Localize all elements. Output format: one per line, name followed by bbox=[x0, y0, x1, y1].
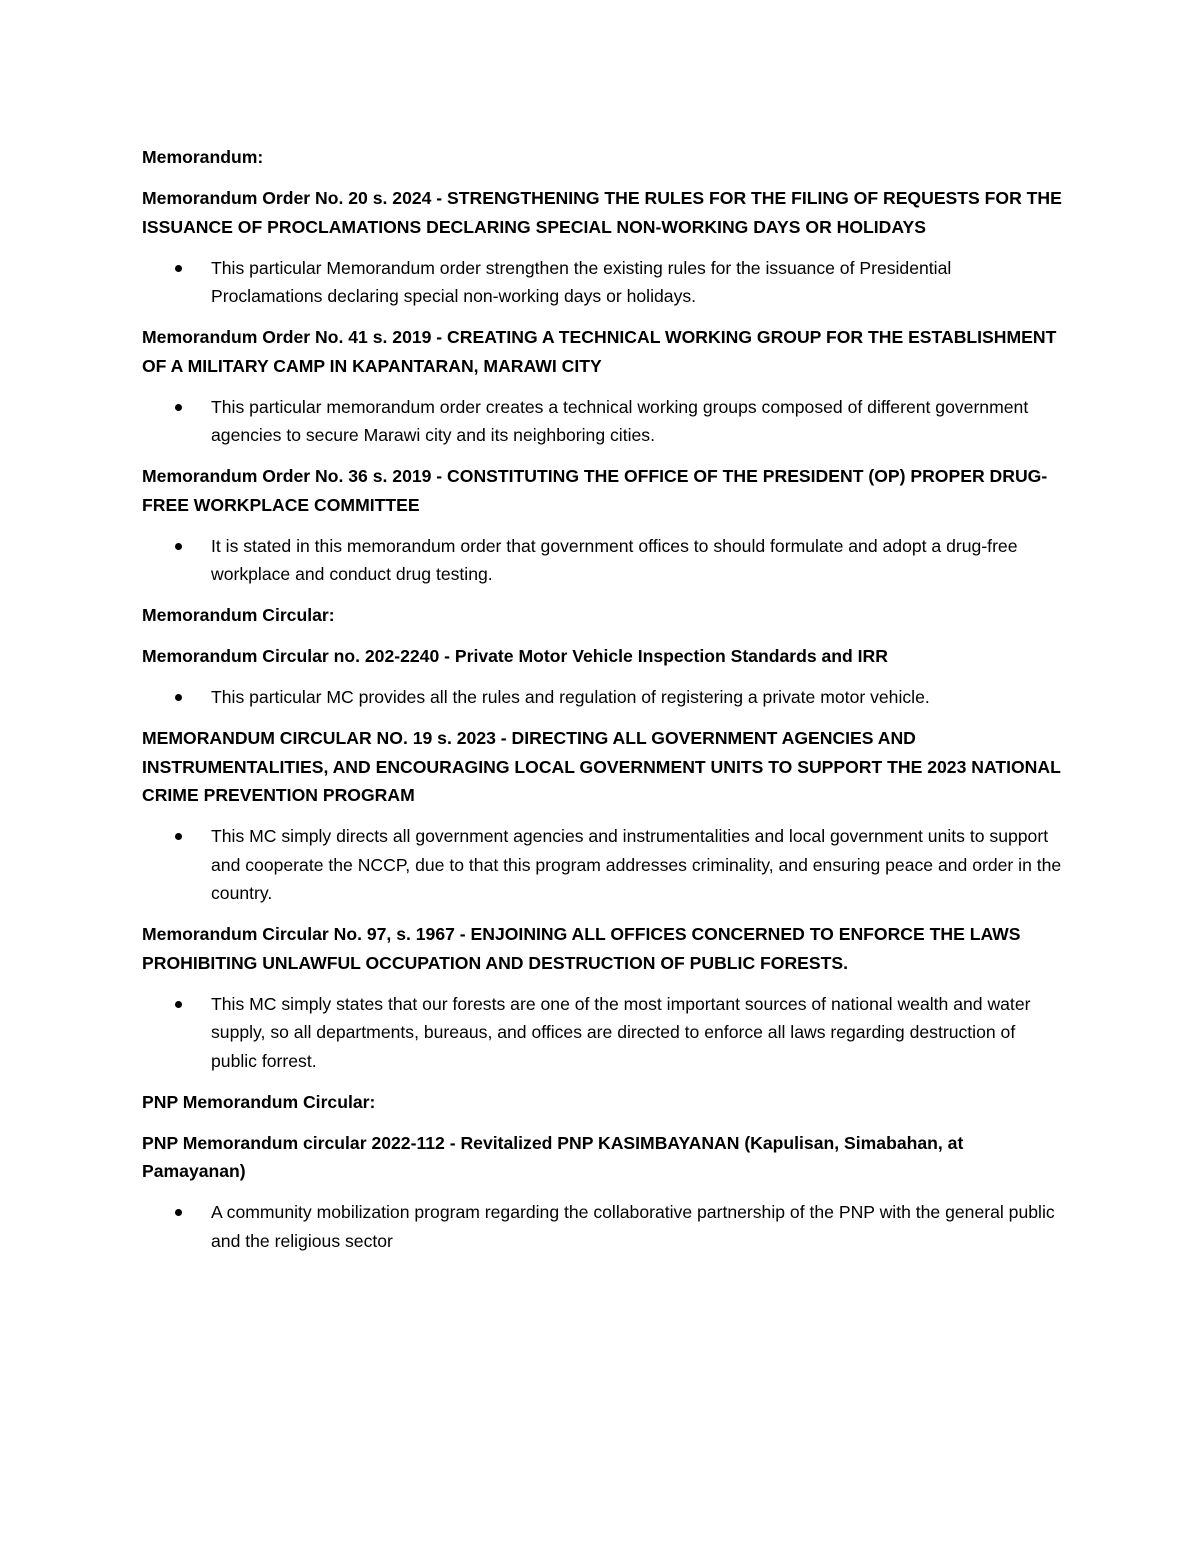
document-body bbox=[142, 143, 1062, 1268]
bullet-text: This particular Memorandum order strengthen the existing rules for the issuance of Presidential Proclamations declaring special non-working days or holidays. bbox=[211, 257, 952, 306]
bullet-text: This MC simply states that our forests are one of the most important sources of national wealth and water supply, so all departments, bureaus, and offices are directed to enforce all laws regarding destruction of public forrest. bbox=[211, 993, 1031, 1071]
list-item bbox=[142, 683, 1062, 712]
list-item bbox=[142, 1198, 1062, 1255]
bullet-icon bbox=[175, 265, 182, 272]
bullet-text: This MC simply directs all government agencies and instrumentalities and local government units to support and cooperate the NCCP, due to that this program addresses criminality, and ensuring peace and order in the country. bbox=[211, 826, 1062, 903]
bullet-icon bbox=[175, 694, 182, 701]
list-item bbox=[142, 393, 1062, 450]
bullet-list bbox=[142, 393, 1062, 450]
bullet-list bbox=[142, 990, 1062, 1076]
entry-title: Memorandum Order No. 36 s. 2019 - CONSTITUTING THE OFFICE OF THE PRESIDENT (OP) PROPER DRUG-FREE WORKPLACE COMMITTEE bbox=[142, 466, 1048, 515]
list-item bbox=[142, 822, 1062, 908]
list-item bbox=[142, 532, 1062, 589]
bullet-list bbox=[142, 532, 1062, 589]
entry-title: MEMORANDUM CIRCULAR NO. 19 s. 2023 - DIRECTING ALL GOVERNMENT AGENCIES AND INSTRUMENTALITIES, AND ENCOURAGING LOCAL GOVERNMENT UNITS TO SUPPORT THE 2023 NATIONAL CRIME PREVENTION PROGRAM bbox=[142, 728, 1061, 805]
section-heading-memorandum: Memorandum: bbox=[142, 147, 264, 167]
bullet-icon bbox=[175, 1209, 182, 1216]
bullet-icon bbox=[175, 833, 182, 840]
bullet-list bbox=[142, 822, 1062, 908]
bullet-icon bbox=[175, 543, 182, 550]
bullet-list bbox=[142, 254, 1062, 311]
bullet-icon bbox=[175, 404, 182, 411]
entry-title: PNP Memorandum circular 2022-112 - Revitalized PNP KASIMBAYANAN (Kapulisan, Simabahan, at Pamayanan) bbox=[142, 1132, 964, 1181]
bullet-text: This particular MC provides all the rules and regulation of registering a private motor vehicle. bbox=[211, 687, 930, 707]
entry-title: Memorandum Order No. 41 s. 2019 - CREATING A TECHNICAL WORKING GROUP FOR THE ESTABLISHMENT OF A MILITARY CAMP IN KAPANTARAN, MARAWI CITY bbox=[142, 327, 1057, 376]
section-heading-memorandum-circular: Memorandum Circular: bbox=[142, 605, 335, 625]
section-heading-pnp-memorandum-circular: PNP Memorandum Circular: bbox=[142, 1091, 376, 1112]
entry-title: Memorandum Order No. 20 s. 2024 - STRENGTHENING THE RULES FOR THE FILING OF REQUESTS FOR THE ISSUANCE OF PROCLAMATIONS DECLARING SPECIAL NON-WORKING DAYS OR HOLIDAYS bbox=[142, 188, 1062, 237]
bullet-text: A community mobilization program regarding the collaborative partnership of the PNP with the general public and the religious sector bbox=[211, 1202, 1055, 1251]
bullet-list bbox=[142, 1198, 1062, 1255]
bullet-list bbox=[142, 683, 1062, 712]
list-item bbox=[142, 254, 1062, 311]
bullet-text: It is stated in this memorandum order that government offices to should formulate and adopt a drug-free workplace and conduct drug testing. bbox=[211, 535, 1018, 584]
bullet-text: This particular memorandum order creates a technical working groups composed of different government agencies to secure Marawi city and its neighboring cities. bbox=[211, 396, 1029, 445]
entry-title: Memorandum Circular No. 97, s. 1967 - ENJOINING ALL OFFICES CONCERNED TO ENFORCE THE LAWS PROHIBITING UNLAWFUL OCCUPATION AND DESTRUCTION OF PUBLIC FORESTS. bbox=[142, 924, 1021, 973]
list-item bbox=[142, 990, 1062, 1076]
entry-title: Memorandum Circular no. 202-2240 - Private Motor Vehicle Inspection Standards and IRR bbox=[142, 646, 888, 666]
bullet-icon bbox=[175, 1001, 182, 1008]
